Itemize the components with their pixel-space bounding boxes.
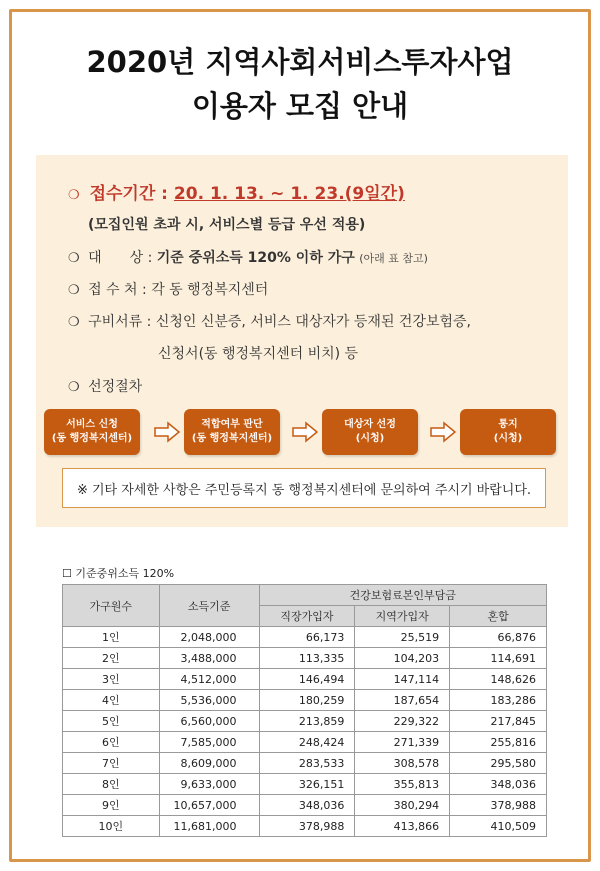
- cell-regional: 413,866: [355, 816, 450, 837]
- arrow-right-icon: [154, 421, 180, 443]
- table-row: [63, 816, 547, 837]
- cell-income: 6,560,000: [159, 711, 259, 732]
- application-period: [68, 179, 405, 204]
- header-household: 가구원수: [63, 585, 160, 627]
- bullet-icon: ❍: [68, 315, 80, 330]
- cell-mixed: 114,691: [450, 648, 547, 669]
- header-regional: 지역가입자: [355, 606, 450, 627]
- office-line: [68, 279, 268, 299]
- cell-mixed: 148,626: [450, 669, 547, 690]
- cell-employee: 113,335: [259, 648, 355, 669]
- period-value: 20. 1. 13. ~ 1. 23.(9일간): [173, 184, 405, 204]
- cell-regional: 104,203: [355, 648, 450, 669]
- table-row: [63, 648, 547, 669]
- cell-regional: 355,813: [355, 774, 450, 795]
- cell-income: 10,657,000: [159, 795, 259, 816]
- cell-employee: 326,151: [259, 774, 355, 795]
- table-row: [63, 753, 547, 774]
- bullet-icon: ❍: [68, 188, 80, 203]
- cell-regional: 147,114: [355, 669, 450, 690]
- cell-regional: 187,654: [355, 690, 450, 711]
- step-subtitle: (동 행정복지센터): [51, 433, 133, 444]
- recruit-note: (모집인원 초과 시, 서비스별 등급 우선 적용): [88, 217, 366, 233]
- step-notification: [460, 409, 556, 455]
- cell-employee: 378,988: [259, 816, 355, 837]
- cell-income: 5,536,000: [159, 690, 259, 711]
- cell-household: 5인: [63, 711, 160, 732]
- cell-income: 9,633,000: [159, 774, 259, 795]
- documents-value-line2: 신청서(동 행정복지센터 비치) 등: [158, 346, 359, 362]
- cell-regional: 380,294: [355, 795, 450, 816]
- cell-regional: 25,519: [355, 627, 450, 648]
- page-title-line2: 이용자 모집 안내: [191, 89, 409, 123]
- cell-mixed: 410,509: [450, 816, 547, 837]
- step-title: 적합여부 판단: [201, 419, 263, 430]
- cell-income: 4,512,000: [159, 669, 259, 690]
- cell-income: 11,681,000: [159, 816, 259, 837]
- process-steps: [44, 409, 564, 457]
- cell-mixed: 378,988: [450, 795, 547, 816]
- step-title: 서비스 신청: [66, 419, 118, 430]
- cell-income: 2,048,000: [159, 627, 259, 648]
- cell-income: 8,609,000: [159, 753, 259, 774]
- cell-regional: 308,578: [355, 753, 450, 774]
- cell-household: 3인: [63, 669, 160, 690]
- cell-regional: 271,339: [355, 732, 450, 753]
- target-value: 기준 중위소득 120% 이하 가구: [156, 250, 355, 266]
- process-label: 선정절차: [88, 379, 143, 395]
- page-title-line1: 2020년 지역사회서비스투자사업: [86, 45, 514, 79]
- cell-mixed: 348,036: [450, 774, 547, 795]
- bullet-icon: ❍: [68, 380, 80, 395]
- table-row: [63, 795, 547, 816]
- cell-household: 2인: [63, 648, 160, 669]
- table-caption: ☐ 기준중위소득 120%: [62, 567, 175, 580]
- cell-employee: 213,859: [259, 711, 355, 732]
- cell-employee: 283,533: [259, 753, 355, 774]
- step-title: 통지: [498, 419, 518, 430]
- header-mixed: 혼합: [450, 606, 547, 627]
- cell-mixed: 66,876: [450, 627, 547, 648]
- bullet-icon: ❍: [68, 251, 80, 266]
- office-value: 각 동 행정복지센터: [151, 282, 269, 298]
- header-income: 소득기준: [159, 585, 259, 627]
- cell-household: 4인: [63, 690, 160, 711]
- cell-household: 1인: [63, 627, 160, 648]
- contact-note: ※ 기타 자세한 사항은 주민등록지 동 행정복지센터에 문의하여 주시기 바랍니다.: [62, 468, 546, 508]
- cell-regional: 229,322: [355, 711, 450, 732]
- cell-household: 6인: [63, 732, 160, 753]
- cell-employee: 146,494: [259, 669, 355, 690]
- bullet-icon: ❍: [68, 283, 80, 298]
- header-insurance-group: 건강보험료본인부담금: [259, 585, 546, 606]
- cell-employee: 66,173: [259, 627, 355, 648]
- table-row: [63, 669, 547, 690]
- cell-income: 3,488,000: [159, 648, 259, 669]
- arrow-right-icon: [430, 421, 456, 443]
- cell-household: 8인: [63, 774, 160, 795]
- table-body: [63, 627, 547, 837]
- office-label: 접 수 처 :: [88, 282, 147, 298]
- header-employee: 직장가입자: [259, 606, 355, 627]
- target-line: [68, 247, 428, 267]
- step-application: [44, 409, 140, 455]
- cell-mixed: 255,816: [450, 732, 547, 753]
- step-subtitle: (시청): [355, 433, 385, 444]
- table-row: [63, 711, 547, 732]
- cell-employee: 248,424: [259, 732, 355, 753]
- documents-value: 신청인 신분증, 서비스 대상자가 등재된 건강보험증,: [155, 314, 471, 330]
- cell-employee: 180,259: [259, 690, 355, 711]
- cell-household: 9인: [63, 795, 160, 816]
- documents-line: [68, 311, 471, 331]
- target-small-note: (아래 표 참고): [359, 252, 428, 265]
- period-label: 접수기간 :: [89, 184, 168, 204]
- step-subtitle: (시청): [493, 433, 523, 444]
- process-heading: [68, 376, 142, 396]
- step-title: 대상자 선정: [344, 419, 396, 430]
- cell-mixed: 217,845: [450, 711, 547, 732]
- table-row: [63, 732, 547, 753]
- step-selection: [322, 409, 418, 455]
- table-row: [63, 627, 547, 648]
- arrow-right-icon: [292, 421, 318, 443]
- documents-label: 구비서류 :: [88, 314, 152, 330]
- table-row: [63, 774, 547, 795]
- step-eligibility: [184, 409, 280, 455]
- cell-mixed: 183,286: [450, 690, 547, 711]
- income-table: [62, 584, 547, 837]
- cell-household: 10인: [63, 816, 160, 837]
- cell-income: 7,585,000: [159, 732, 259, 753]
- cell-mixed: 295,580: [450, 753, 547, 774]
- step-subtitle: (동 행정복지센터): [191, 433, 273, 444]
- cell-household: 7인: [63, 753, 160, 774]
- cell-employee: 348,036: [259, 795, 355, 816]
- target-label: 대 상 :: [88, 250, 153, 266]
- info-panel: [36, 155, 568, 527]
- table-row: [63, 690, 547, 711]
